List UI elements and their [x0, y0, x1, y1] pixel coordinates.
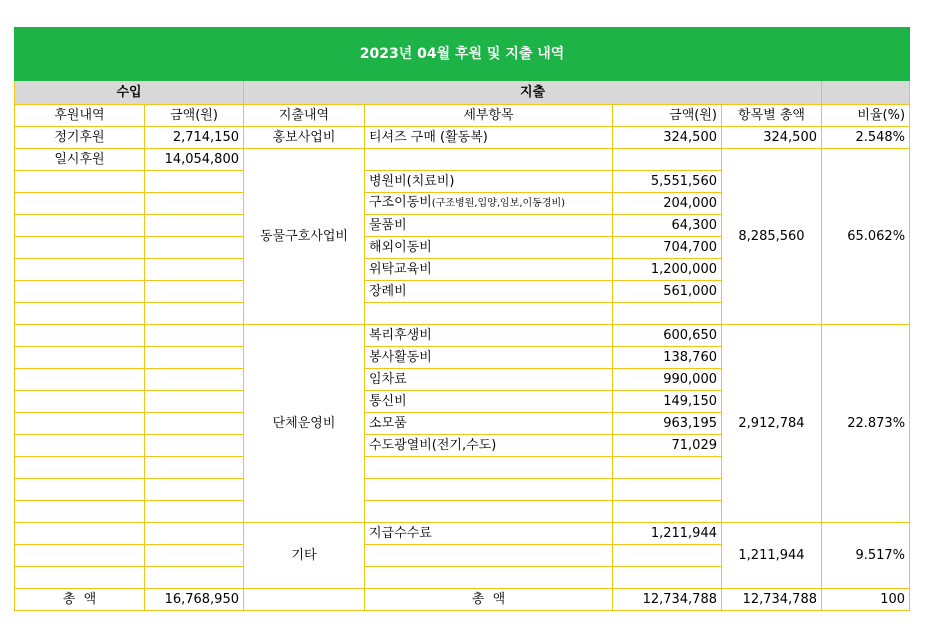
detail-amount: 324,500 [613, 127, 722, 149]
detail-amount: 204,000 [613, 193, 722, 215]
col-expense-type: 지출내역 [244, 105, 365, 127]
col-expense-amount: 금액(원) [613, 105, 722, 127]
detail-amount: 561,000 [613, 281, 722, 303]
expense-total: 12,734,788 [613, 589, 722, 611]
detail-item: 수도광열비(전기,수도) [365, 435, 613, 457]
group-ratio: 2.548% [822, 127, 910, 149]
income-total: 16,768,950 [145, 589, 244, 611]
expense-group-ops: 단체운영비 [244, 325, 365, 523]
donation-expense-table [14, 27, 910, 611]
income-amount: 2,714,150 [145, 127, 244, 149]
detail-amount: 1,211,944 [613, 523, 722, 545]
col-donation-type: 후원내역 [15, 105, 145, 127]
table-row [15, 127, 910, 149]
column-header-row [15, 105, 910, 127]
detail-amount: 149,150 [613, 391, 722, 413]
group-ratio: 9.517% [822, 523, 910, 589]
detail-item: 해외이동비 [365, 237, 613, 259]
income-total-label: 총 액 [15, 589, 145, 611]
table-row [15, 149, 910, 171]
detail-item: 봉사활동비 [365, 347, 613, 369]
expense-group-etc: 기타 [244, 523, 365, 589]
detail-amount: 64,300 [613, 215, 722, 237]
detail-item: 물품비 [365, 215, 613, 237]
detail-amount: 704,700 [613, 237, 722, 259]
group-ratio: 65.062% [822, 149, 910, 325]
detail-item: 구조이동비(구조병원,입양,임보,이동경비) [365, 193, 613, 215]
ratio-sum: 100 [822, 589, 910, 611]
detail-item: 임차료 [365, 369, 613, 391]
col-detail: 세부항목 [365, 105, 613, 127]
expense-group-pr: 홍보사업비 [244, 127, 365, 149]
income-amount: 14,054,800 [145, 149, 244, 171]
group-total: 8,285,560 [722, 149, 822, 325]
detail-item: 통신비 [365, 391, 613, 413]
detail-item: 장례비 [365, 281, 613, 303]
detail-amount: 600,650 [613, 325, 722, 347]
table-row [15, 523, 910, 545]
detail-amount: 138,760 [613, 347, 722, 369]
detail-item-note: (구조병원,입양,임보,이동경비) [431, 198, 566, 209]
col-ratio: 비율(%) [822, 105, 910, 127]
expense-total-label: 총 액 [365, 589, 613, 611]
table-row [15, 325, 910, 347]
expense-group-animal: 동물구호사업비 [244, 149, 365, 325]
income-section-header: 수입 [15, 81, 244, 105]
detail-amount: 5,551,560 [613, 171, 722, 193]
detail-item: 병원비(치료비) [365, 171, 613, 193]
detail-amount: 1,200,000 [613, 259, 722, 281]
col-income-amount: 금액(원) [145, 105, 244, 127]
detail-item: 티셔즈 구매 (활동복) [365, 127, 613, 149]
detail-item: 소모품 [365, 413, 613, 435]
group-total: 2,912,784 [722, 325, 822, 523]
income-type: 일시후원 [15, 149, 145, 171]
detail-item: 위탁교육비 [365, 259, 613, 281]
group-ratio: 22.873% [822, 325, 910, 523]
category-sum: 12,734,788 [722, 589, 822, 611]
income-type: 정기후원 [15, 127, 145, 149]
col-category-total: 항목별 총액 [722, 105, 822, 127]
detail-amount: 71,029 [613, 435, 722, 457]
detail-item: 복리후생비 [365, 325, 613, 347]
section-header-blank [822, 81, 910, 105]
report-title: 2023년 04월 후원 및 지출 내역 [15, 28, 910, 81]
detail-amount: 990,000 [613, 369, 722, 391]
expense-section-header: 지출 [244, 81, 822, 105]
detail-item: 지급수수료 [365, 523, 613, 545]
totals-row [15, 589, 910, 611]
detail-amount: 963,195 [613, 413, 722, 435]
group-total: 1,211,944 [722, 523, 822, 589]
group-total: 324,500 [722, 127, 822, 149]
